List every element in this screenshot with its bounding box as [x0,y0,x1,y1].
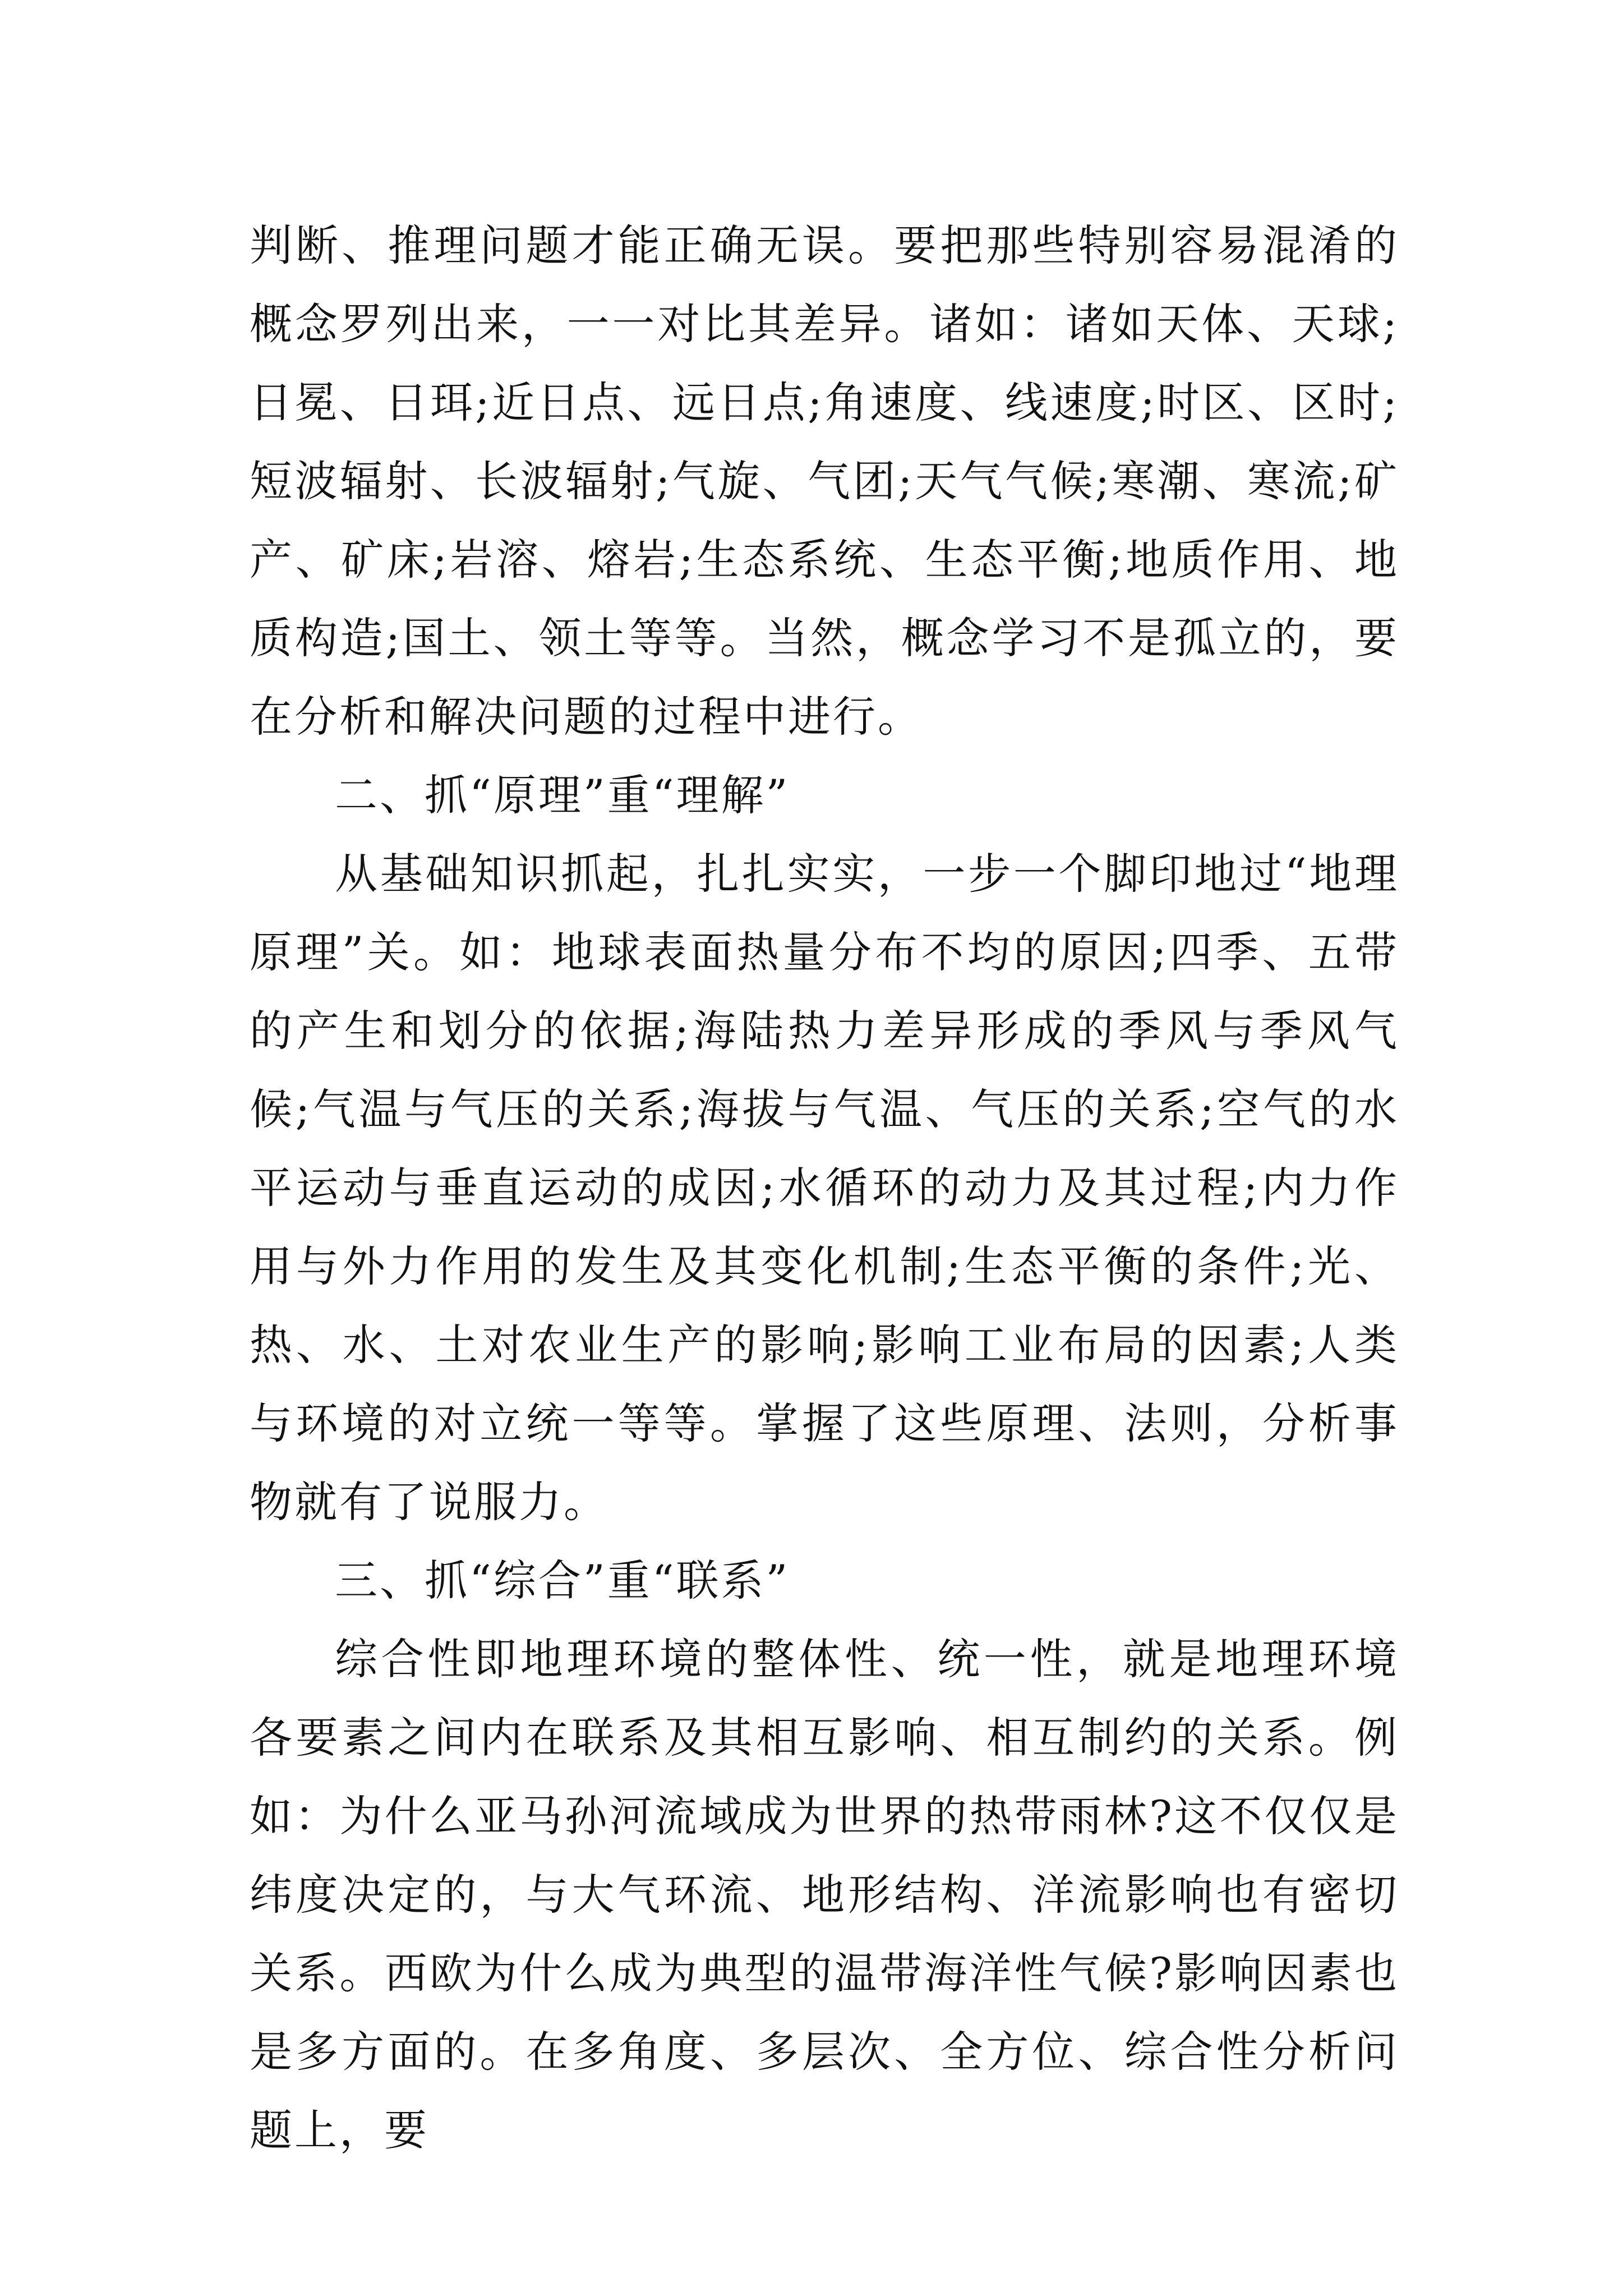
section-heading-principles: 二、抓“原理”重“理解” [335,770,790,820]
paragraph-synthesis: 综合性即地理环境的整体性、统一性，就是地理环境各要素之间内在联系及其相互影响、相互制约的关系。例如：为什么亚马孙河流域成为世界的热带雨林?这不仅仅是纬度决定的，与大气环流、地形结构、洋流影响也有密切关系。西欧为什么成为典型的温带海洋性气候?影响因素也是多方面的。在多角度、多层次、全方位、综合性分析问题上，要 [250,1634,1399,2155]
paragraph-principles: 从基础知识抓起，扎扎实实，一步一个脚印地过“地理原理”关。如：地球表面热量分布不均的原因;四季、五带的产生和划分的依据;海陆热力差异形成的季风与季风气候;气温与气压的关系;海拔与气温、气压的关系;空气的水平运动与垂直运动的成因;水循环的动力及其过程;内力作用与外力作用的发生及其变化机制;生态平衡的条件;光、热、水、土对农业生产的影响;影响工业布局的因素;人类与环境的对立统一等等。掌握了这些原理、法则，分析事物就有了说服力。 [250,849,1399,1527]
document-body [250,206,1399,2170]
paragraph-concepts: 判断、推理问题才能正确无误。要把那些特别容易混淆的概念罗列出来，一一对比其差异。诸如：诸如天体、天球;日冕、日珥;近日点、远日点;角速度、线速度;时区、区时;短波辐射、长波辐射;气旋、气团;天气气候;寒潮、寒流;矿产、矿床;岩溶、熔岩;生态系统、生态平衡;地质作用、地质构造;国土、领土等等。当然，概念学习不是孤立的，要在分析和解决问题的过程中进行。 [250,220,1399,742]
section-heading-synthesis: 三、抓“综合”重“联系” [335,1556,790,1605]
